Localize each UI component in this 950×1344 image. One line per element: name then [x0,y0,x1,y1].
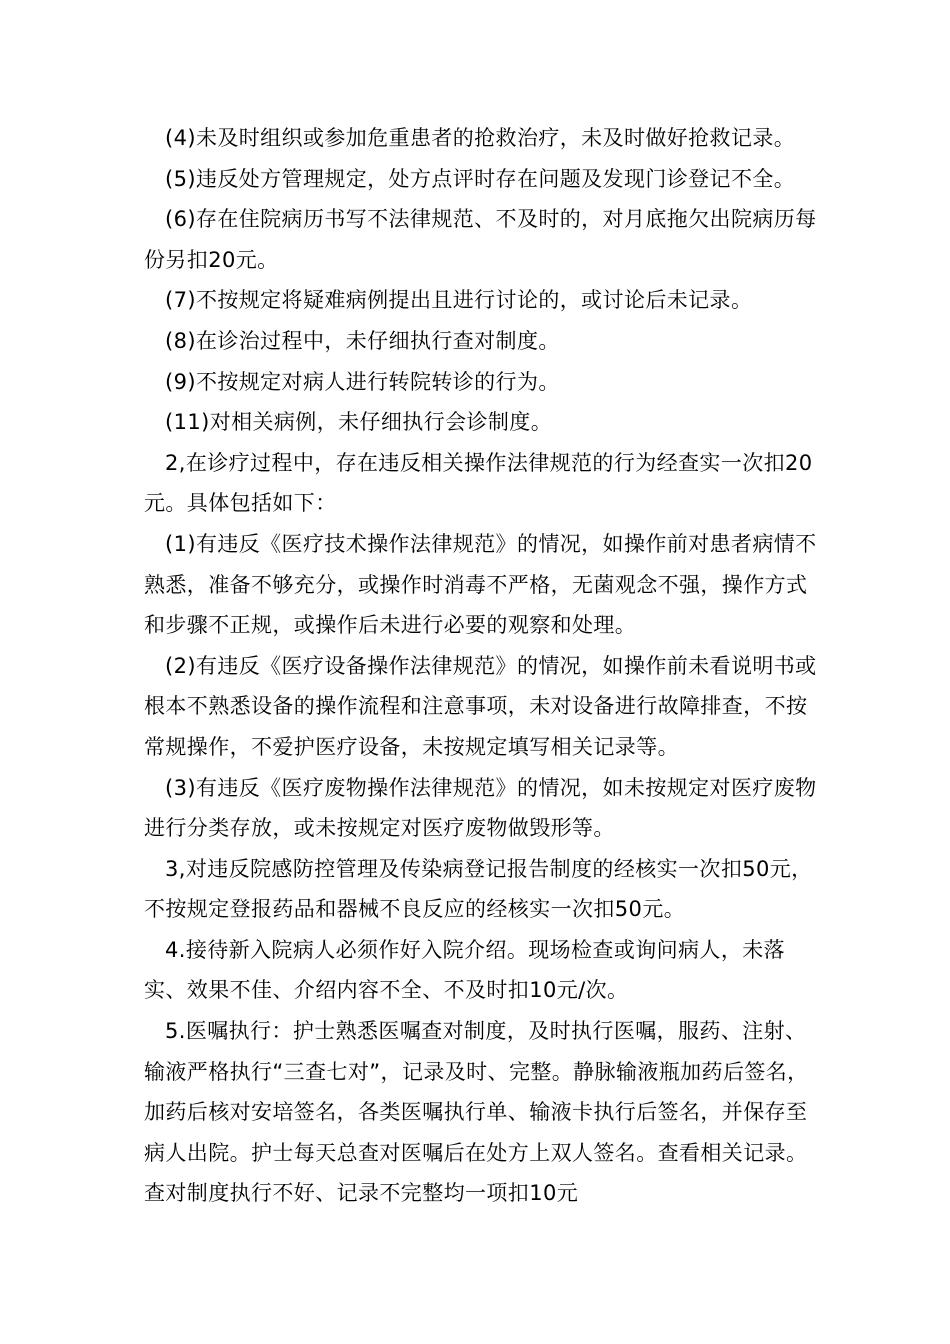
paragraph-item-8: (8)在诊治过程中，未仔细执行查对制度。 [165,328,560,353]
paragraph-item-9: (9)不按规定对病人进行转院转诊的行为。 [165,369,560,394]
paragraph-section-5: 5.医嘱执行：护士熟悉医嘱查对制度，及时执行医嘱，服药、注射、输液严格执行“三查七对”，记录及时、完整。静脉输液瓶加药后签名，加药后核对安培签名，各类医嘱执行单、输液卡执行后签名，并保存至病人出院。护士每天总查对医嘱后在处方上双人签名。查看相关记录。查对制度执行不好、记录不完整均一项扣10元 [144,1019,809,1206]
paragraph-item-7: (7)不按规定将疑难病例提出且进行讨论的，或讨论后未记录。 [165,288,753,313]
paragraph-section-3: 3,对违反院感防控管理及传染病登记报告制度的经核实一次扣50元，不按规定登报药品和器械不良反应的经核实一次扣50元。 [144,856,813,922]
paragraph-subitem-1: (1)有违反《医疗技术操作法律规范》的情况，如操作前对患者病情不熟悉，准备不够充分，或操作时消毒不严格，无菌观念不强，操作方式和步骤不正规，或操作后未进行必要的观察和处理。 [144,531,817,638]
paragraph-item-4: (4)未及时组织或参加危重患者的抢救治疗，未及时做好抢救记录。 [165,126,796,150]
paragraph-section-4: 4.接待新入院病人必须作好入院介绍。现场检查或询问病人，未落实、效果不佳、介绍内容不全、不及时扣10元/次。 [144,937,786,1003]
paragraph-section-2: 2,在诊疗过程中，存在违反相关操作法律规范的行为经查实一次扣20元。具体包括如下： [144,450,813,516]
paragraph-item-5: (5)违反处方管理规定，处方点评时存在问题及发现门诊登记不全。 [165,166,796,191]
paragraph-subitem-2: (2)有违反《医疗设备操作法律规范》的情况，如操作前未看说明书或根本不熟悉设备的操作流程和注意事项，未对设备进行故障排查，不按常规操作，不爱护医疗设备，未按规定填写相关记录等。 [144,653,817,759]
document-body [144,118,824,1214]
paragraph-subitem-3: (3)有违反《医疗废物操作法律规范》的情况，如未按规定对医疗废物进行分类存放，或未按规定对医疗废物做毁形等。 [144,775,817,841]
paragraph-item-11: (11)对相关病例，未仔细执行会诊制度。 [165,410,553,435]
paragraph-item-6: (6)存在住院病历书写不法律规范、不及时的，对月底拖欠出院病历每份另扣20元。 [144,207,817,272]
